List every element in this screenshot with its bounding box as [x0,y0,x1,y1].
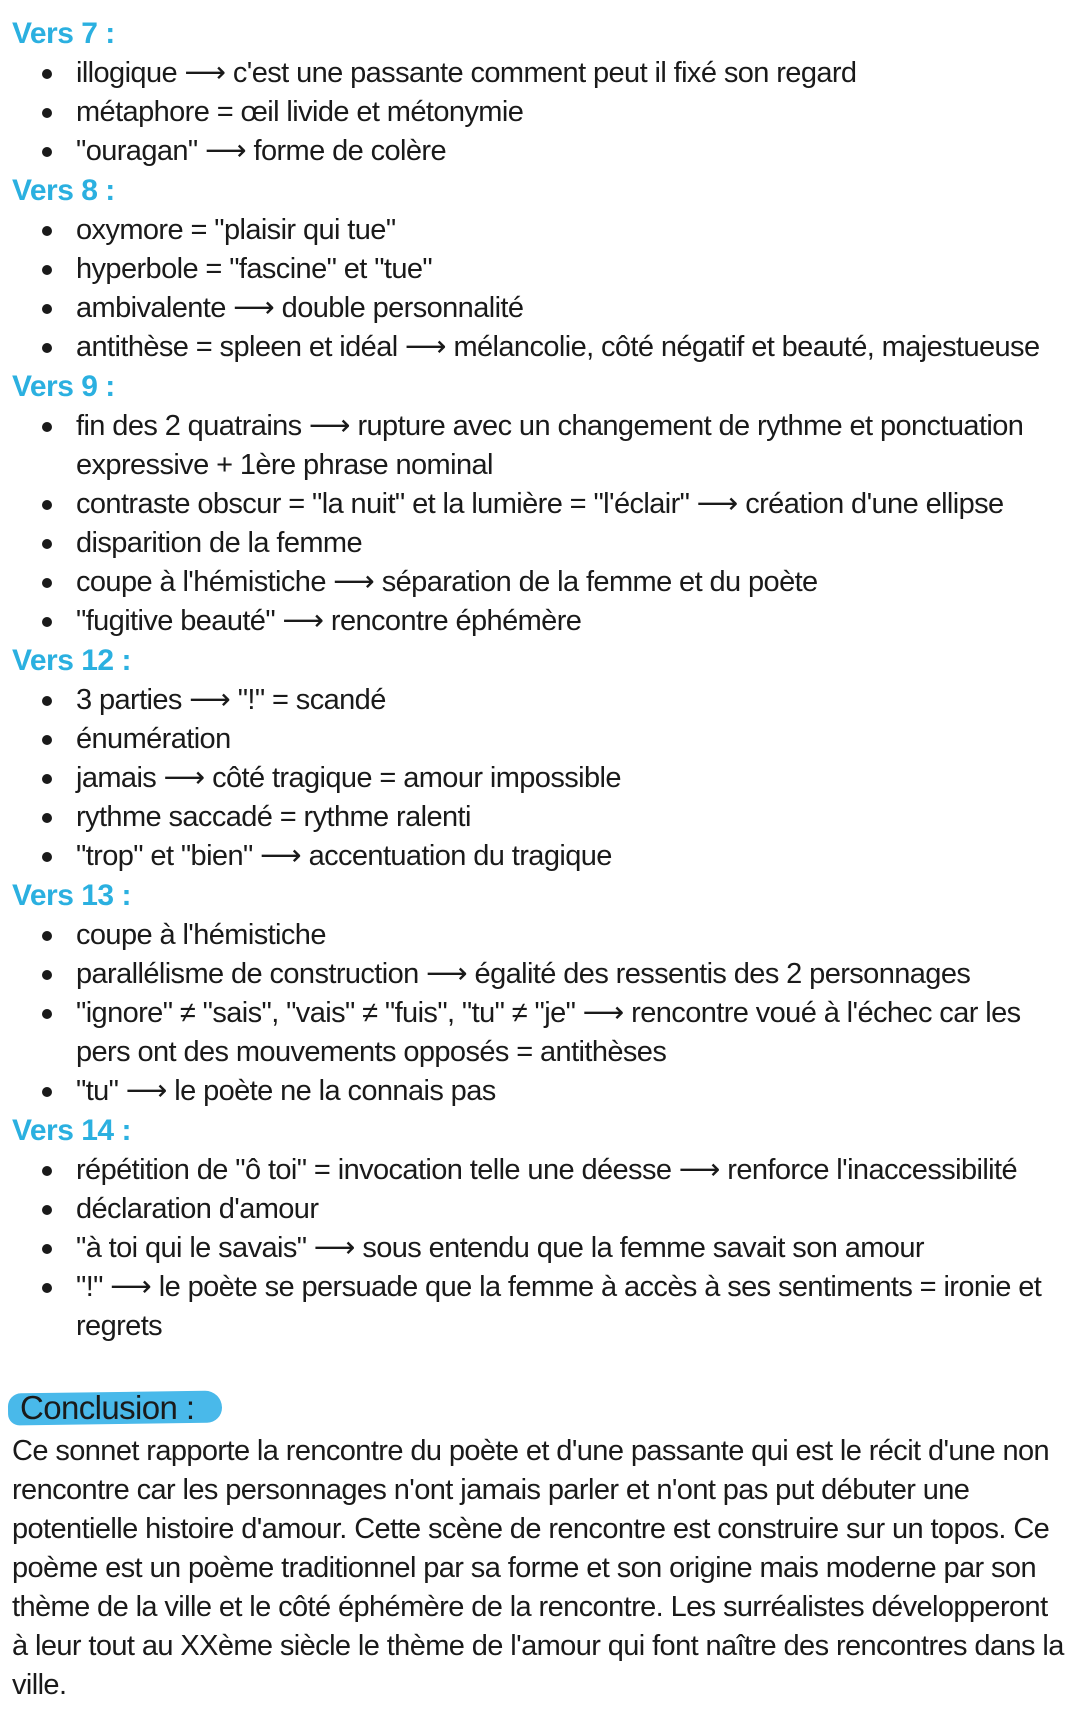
section-vers-14 [12,1111,1068,1346]
conclusion-heading: Conclusion : [20,1389,195,1426]
section-vers-12 [12,641,1068,876]
bullet-item [42,407,1068,485]
bullet-text: "ignore" ≠ "sais", "vais" ≠ "fuis", "tu" ≠ "je" ⟶ rencontre voué à l'échec car les pers ont des mouvements opposés = antithèses [76,997,1021,1068]
bullet-item [42,93,1068,132]
bullet-text: coupe à l'hémistiche [76,919,326,951]
bullet-item [42,916,1068,955]
bullet-item [42,994,1068,1072]
conclusion-heading-wrap [12,1386,194,1432]
bullet-text: jamais ⟶ côté tragique = amour impossible [76,762,621,794]
bullet-text: hyperbole = "fascine" et "tue" [76,253,433,285]
bullet-text: répétition de "ô toi" = invocation telle une déesse ⟶ renforce l'inaccessibilité [76,1154,1018,1186]
conclusion-paragraph: Ce sonnet rapporte la rencontre du poète et d'une passante qui est le récit d'une non rencontre car les personnages n'ont jamais parler et n'ont pas put débuter une potentielle histoire d'amour. Cette scène de rencontre est construire sur un topos. Ce poème est un poème traditionnel par sa forme et son origine mais moderne par son thème de la ville et le côté éphémère de la rencontre. Les surréalistes développeront à leur tout au XXème siècle le thème de l'amour qui font naître des rencontres dans la ville. [12,1435,1064,1701]
bullet-item [42,1190,1068,1229]
bullet-item [42,289,1068,328]
section-title: Vers 9 : [12,370,115,403]
bullet-text: 3 parties ⟶ "!" = scandé [76,684,386,716]
bullet-dot-icon [42,617,52,627]
bullet-text: énumération [76,723,231,755]
bullet-list [12,1151,1068,1346]
bullet-dot-icon [42,578,52,588]
bullet-dot-icon [42,500,52,510]
bullet-dot-icon [42,304,52,314]
bullet-item [42,1229,1068,1268]
bullet-list [12,681,1068,876]
bullet-dot-icon [42,1009,52,1019]
section-vers-8 [12,171,1068,367]
bullet-item [42,54,1068,93]
bullet-item [42,1072,1068,1111]
section-vers-9 [12,367,1068,641]
bullet-text: "!" ⟶ le poète se persuade que la femme à accès à ses sentiments = ironie et regrets [76,1271,1042,1342]
bullet-dot-icon [42,1087,52,1097]
bullet-item [42,250,1068,289]
bullet-dot-icon [42,265,52,275]
section-title: Vers 7 : [12,17,115,50]
bullet-text: "ouragan" ⟶ forme de colère [76,135,446,167]
bullet-dot-icon [42,422,52,432]
bullet-item [42,211,1068,250]
bullet-text: "à toi qui le savais" ⟶ sous entendu que la femme savait son amour [76,1232,924,1264]
bullet-item [42,563,1068,602]
bullet-item [42,955,1068,994]
bullet-text: rythme saccadé = rythme ralenti [76,801,471,833]
bullet-item [42,1268,1068,1346]
bullet-item [42,720,1068,759]
bullet-text: coupe à l'hémistiche ⟶ séparation de la femme et du poète [76,566,818,598]
bullet-text: déclaration d'amour [76,1193,319,1225]
bullet-item [42,602,1068,641]
bullet-list [12,54,1068,171]
bullet-item [42,798,1068,837]
bullet-item [42,837,1068,876]
bullet-dot-icon [42,1205,52,1215]
bullet-dot-icon [42,813,52,823]
bullet-dot-icon [42,1166,52,1176]
bullet-dot-icon [42,1244,52,1254]
bullet-dot-icon [42,108,52,118]
bullet-text: "trop" et "bien" ⟶ accentuation du tragique [76,840,612,872]
bullet-text: "fugitive beauté" ⟶ rencontre éphémère [76,605,582,637]
bullet-item [42,1151,1068,1190]
bullet-text: "tu" ⟶ le poète ne la connais pas [76,1075,496,1107]
bullet-dot-icon [42,539,52,549]
bullet-item [42,524,1068,563]
bullet-dot-icon [42,931,52,941]
bullet-dot-icon [42,774,52,784]
bullet-item [42,328,1068,367]
section-title: Vers 14 : [12,1114,131,1147]
bullet-dot-icon [42,1283,52,1293]
section-title: Vers 8 : [12,174,115,207]
bullet-list [12,211,1068,367]
bullet-item [42,759,1068,798]
conclusion-section [12,1386,1068,1705]
bullet-text: antithèse = spleen et idéal ⟶ mélancolie, côté négatif et beauté, majestueuse [76,331,1040,363]
bullet-text: oxymore = "plaisir qui tue" [76,214,396,246]
section-vers-7 [12,14,1068,171]
bullet-text: disparition de la femme [76,527,363,559]
bullet-dot-icon [42,970,52,980]
bullet-dot-icon [42,69,52,79]
bullet-text: métaphore = œil livide et métonymie [76,96,524,128]
section-title: Vers 13 : [12,879,131,912]
bullet-dot-icon [42,147,52,157]
bullet-dot-icon [42,226,52,236]
bullet-list [12,916,1068,1111]
bullet-text: fin des 2 quatrains ⟶ rupture avec un changement de rythme et ponctuation expressive + 1ère phrase nominal [76,410,1024,481]
bullet-text: illogique ⟶ c'est une passante comment peut il fixé son regard [76,57,857,89]
bullet-text: ambivalente ⟶ double personnalité [76,292,524,324]
section-vers-13 [12,876,1068,1111]
bullet-text: contraste obscur = "la nuit" et la lumière = "l'éclair" ⟶ création d'une ellipse [76,488,1004,520]
bullet-list [12,407,1068,641]
bullet-text: parallélisme de construction ⟶ égalité des ressentis des 2 personnages [76,958,971,990]
section-title: Vers 12 : [12,644,131,677]
bullet-dot-icon [42,696,52,706]
bullet-dot-icon [42,735,52,745]
bullet-item [42,485,1068,524]
bullet-dot-icon [42,343,52,353]
bullet-item [42,681,1068,720]
bullet-item [42,132,1068,171]
bullet-dot-icon [42,852,52,862]
